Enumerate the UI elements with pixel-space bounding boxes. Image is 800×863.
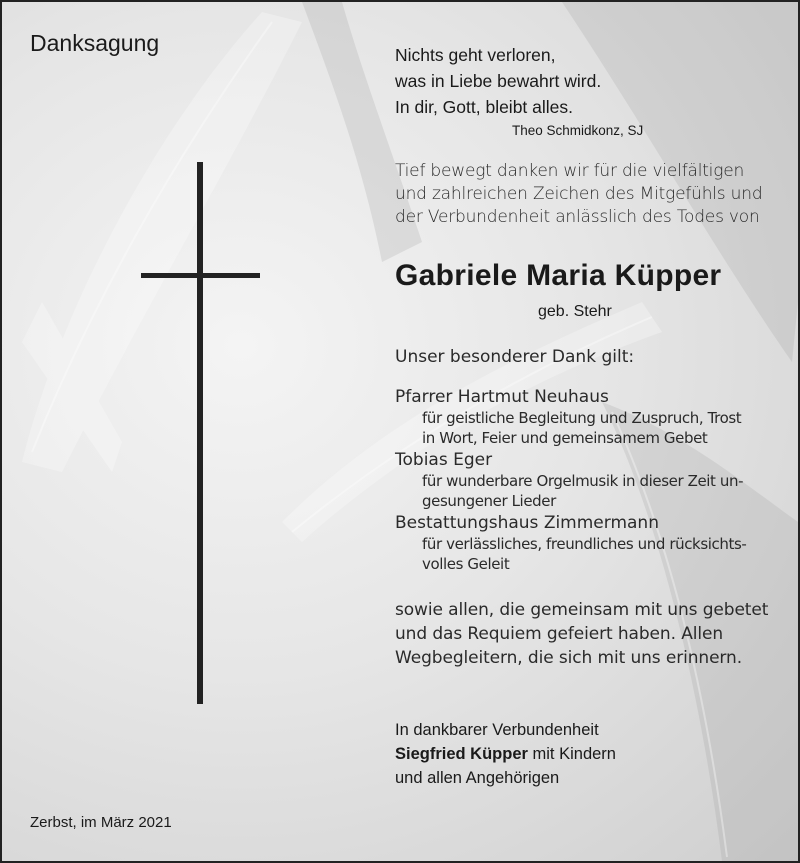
signatory-suffix: mit Kindern bbox=[527, 745, 616, 763]
thanks-reason: gesungener Lieder bbox=[422, 492, 556, 510]
intro-line: der Verbundenheit anlässlich des Todes von bbox=[395, 207, 760, 227]
thanks-recipient: Tobias Eger bbox=[395, 450, 493, 470]
deceased-name: Gabriele Maria Küpper bbox=[395, 259, 722, 292]
signature-line: und allen Angehörigen bbox=[395, 769, 560, 787]
closing-line: und das Requiem gefeiert haben. Allen bbox=[395, 624, 723, 644]
place-date: Zerbst, im März 2021 bbox=[30, 814, 172, 831]
poem-author: Theo Schmidkonz, SJ bbox=[512, 123, 644, 138]
poem-line: Nichts geht verloren, bbox=[395, 45, 556, 65]
intro-line: Tief bewegt danken wir für die vielfältigen bbox=[395, 161, 745, 181]
thanks-reason: in Wort, Feier und gemeinsamem Gebet bbox=[422, 429, 708, 447]
thanks-reason: für wunderbare Orgelmusik in dieser Zeit un- bbox=[422, 472, 744, 490]
closing-line: Wegbegleitern, die sich mit uns erinnern. bbox=[395, 648, 742, 668]
page-title: Danksagung bbox=[30, 30, 160, 56]
thanks-reason: volles Geleit bbox=[422, 555, 510, 573]
cross-vertical-beam bbox=[197, 162, 203, 704]
signature-name-line bbox=[395, 745, 616, 764]
thanks-reason: für verlässliches, freundliches und rücksichts- bbox=[422, 535, 747, 553]
closing-line: sowie allen, die gemeinsam mit uns gebetet bbox=[395, 600, 769, 620]
thanks-recipient: Pfarrer Hartmut Neuhaus bbox=[395, 387, 609, 407]
cross-horizontal-beam bbox=[141, 273, 260, 278]
thanks-recipient: Bestattungshaus Zimmermann bbox=[395, 513, 659, 533]
poem-line: was in Liebe bewahrt wird. bbox=[395, 71, 602, 91]
intro-line: und zahlreichen Zeichen des Mitgefühls und bbox=[395, 184, 763, 204]
thanks-heading: Unser besonderer Dank gilt: bbox=[395, 347, 635, 367]
birth-name: geb. Stehr bbox=[538, 303, 612, 320]
signature-line: In dankbarer Verbundenheit bbox=[395, 721, 599, 739]
leaf-shape bbox=[22, 12, 302, 472]
poem-line: In dir, Gott, bleibt alles. bbox=[395, 97, 574, 117]
signatory-name: Siegfried Küpper bbox=[395, 745, 528, 763]
thanks-reason: für geistliche Begleitung und Zuspruch, Trost bbox=[422, 409, 742, 427]
